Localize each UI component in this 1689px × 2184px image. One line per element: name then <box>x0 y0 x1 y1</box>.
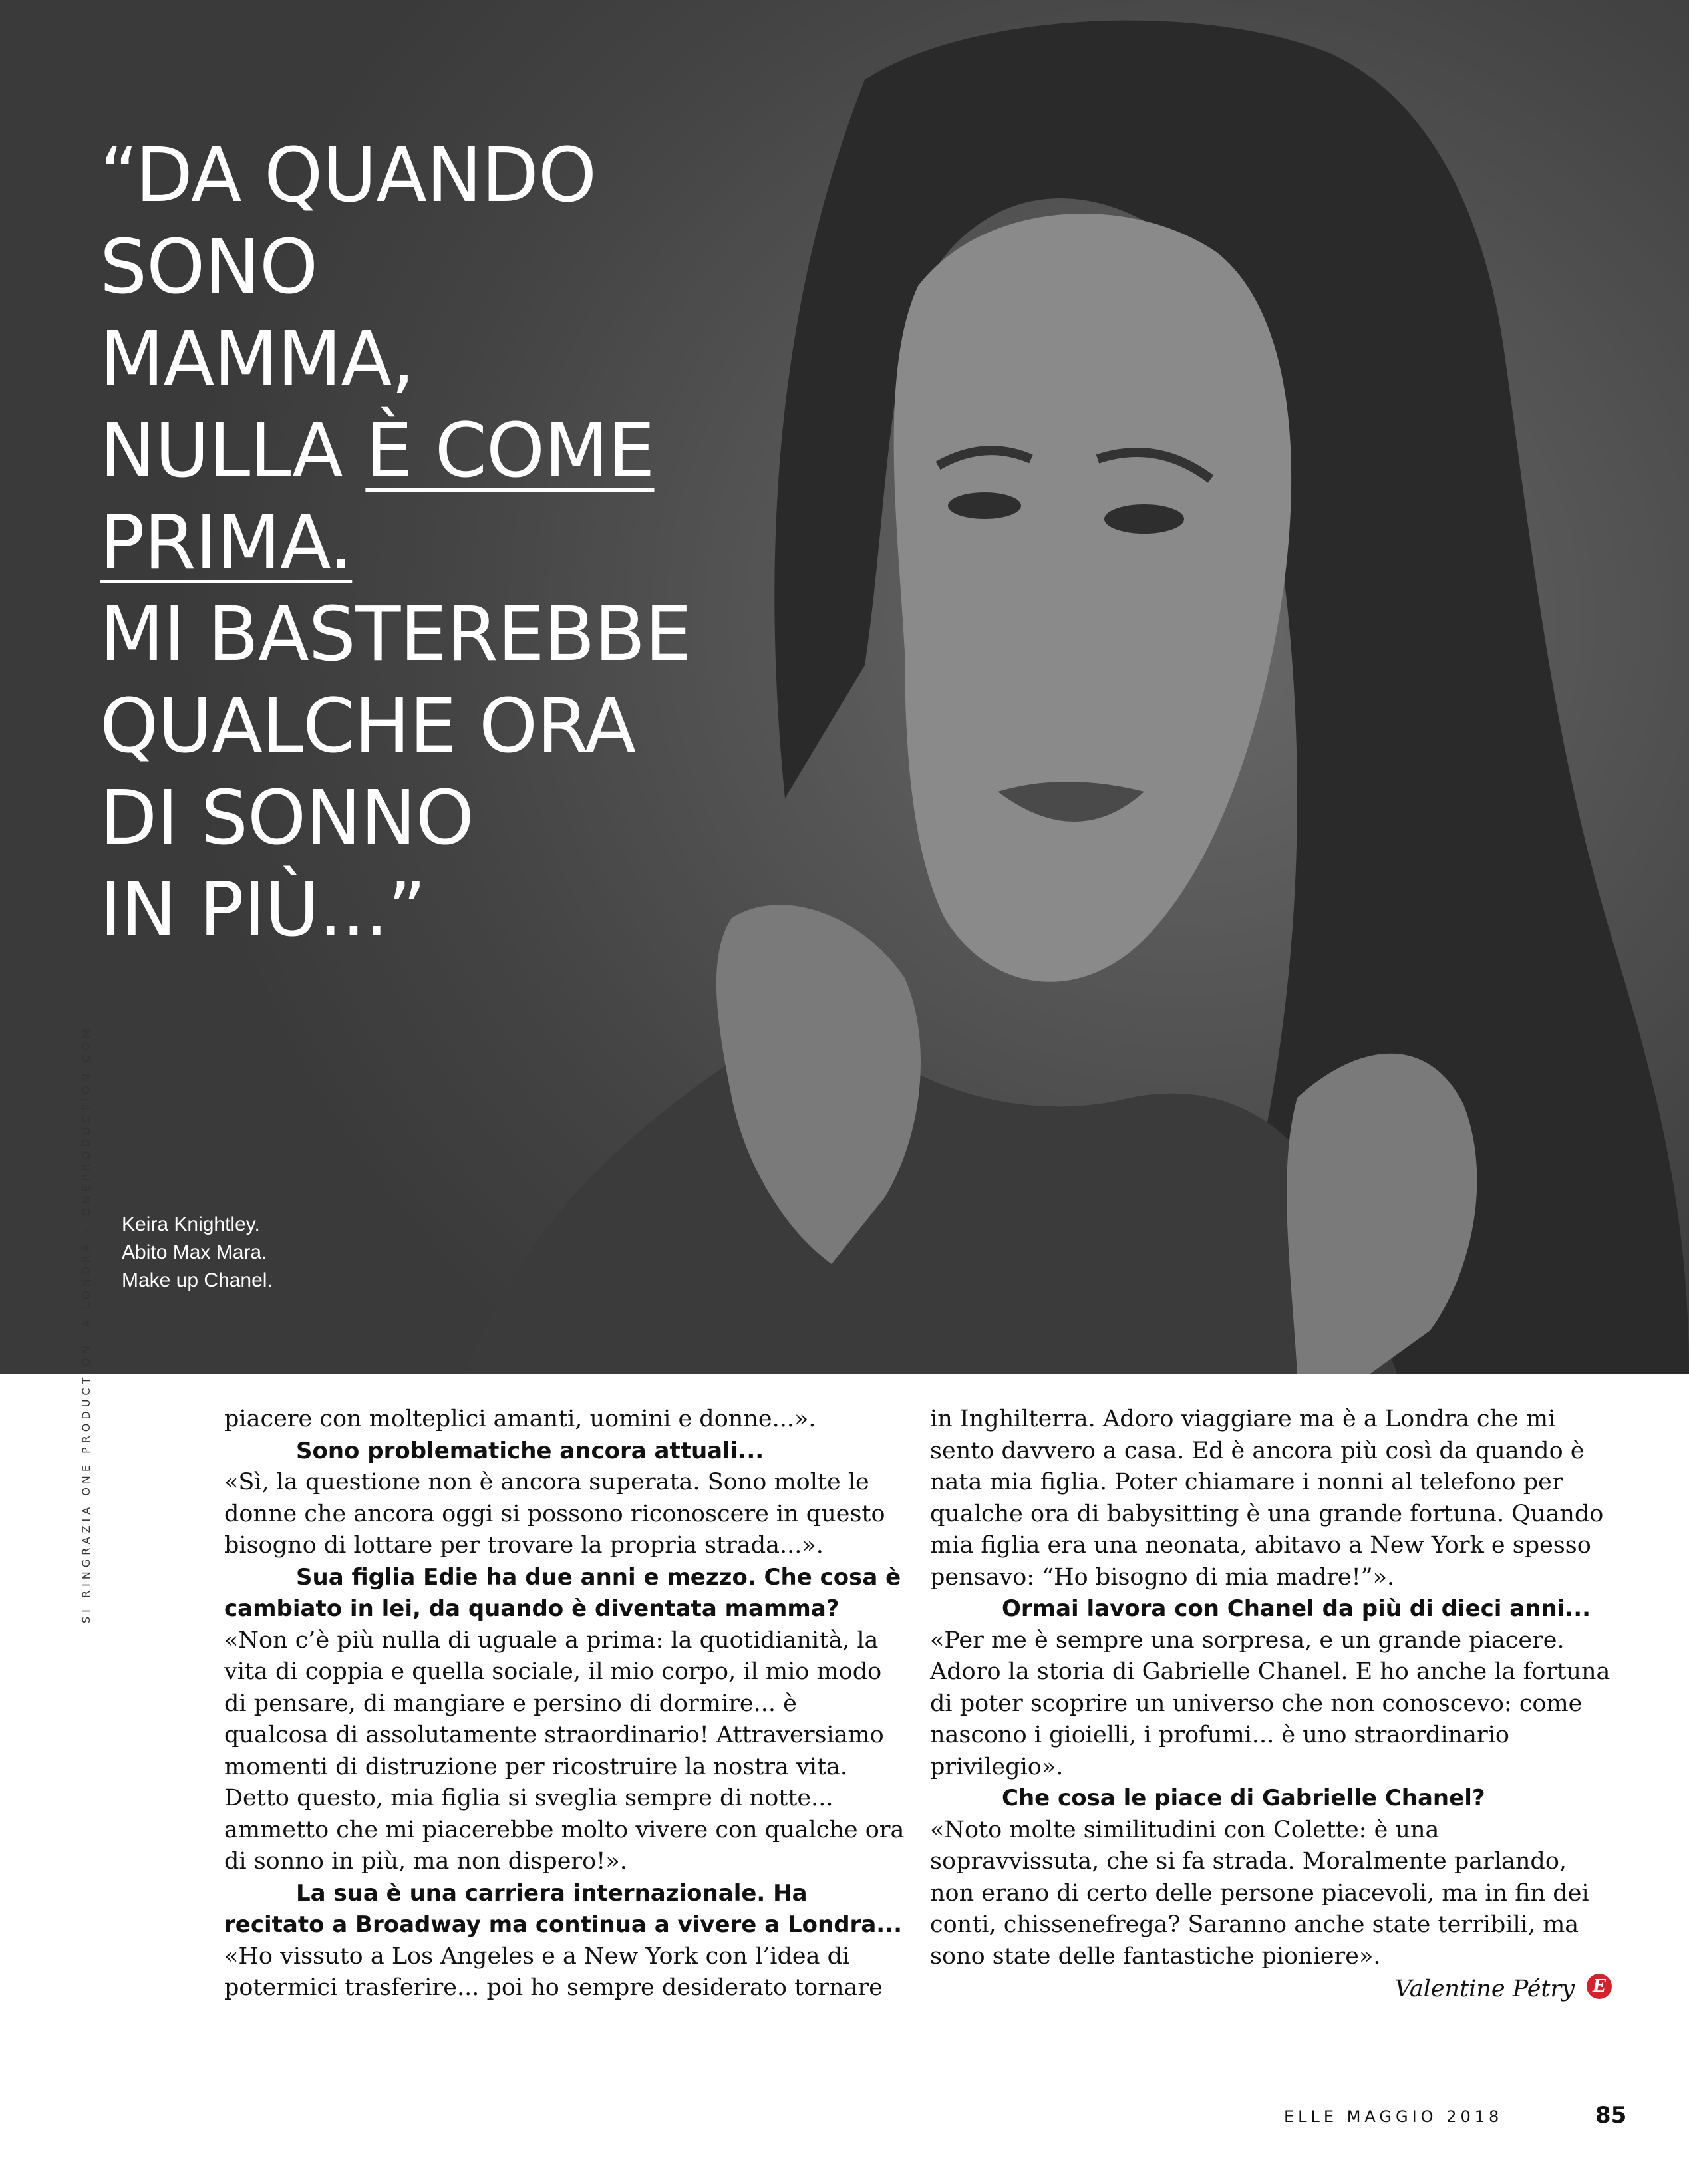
interview-question: Sua figlia Edie ha due anni e mezzo. Che cosa è cambiato in lei, da quando è diventata mamma? <box>224 1563 901 1622</box>
interview-answer: «Non c’è più nulla di uguale a prima: la quotidianità, la vita di coppia e quella sociale, il mio corpo, il mio modo di pensare, di mangiare e persino di dormire... è qualcosa di assolutamente straordinario! Attraversiamo momenti di distruzione per ricostruire la nostra vita. Detto questo, mia figlia si sveglia sempre di notte... ammetto che mi piacerebbe molto vivere con qualche ora di sonno in più, ma non dispero!». <box>224 1627 905 1875</box>
quote-line: SONO <box>100 224 318 311</box>
quote-line: PRIMA. <box>100 500 353 586</box>
quote-line <box>100 405 798 497</box>
paragraph: piacere con molteplici amanti, uomini e donne...». <box>224 1406 816 1432</box>
interview-question: Sono problematiche ancora attuali... <box>296 1437 764 1464</box>
photo-caption <box>122 1211 273 1295</box>
interview-answer: «Ho vissuto a Los Angeles e a New York con l’idea di potermici trasferire... poi ho sempre desiderato tornare <box>224 1943 883 2001</box>
author-name: Valentine Pétry <box>1394 1976 1575 2002</box>
caption-dress: Abito Max Mara. <box>122 1241 267 1263</box>
paragraph: in Inghilterra. Adoro viaggiare ma è a Londra che mi sento davvero a casa. Ed è ancora più così da quando è nata mia figlia. Poter chiamare i nonni al telefono per qualche ora di babysitting è una grande fortuna. Quando mia figlia era una neonata, abitavo a New York e spesso pensavo: “Ho bisogno di mia madre!”». <box>930 1406 1604 1591</box>
interview-answer: «Sì, la questione non è ancora superata. Sono molte le donne che ancora oggi si possono riconoscere in questo bisogno di lottare per trovare la propria strada...». <box>224 1469 885 1559</box>
caption-name: Keira Knightley. <box>122 1213 260 1235</box>
interview-question: Ormai lavora con Chanel da più di dieci anni... <box>1002 1595 1591 1622</box>
quote-line: IN PIÙ...” <box>100 867 426 953</box>
folio: ELLE MAGGIO 2018 <box>1284 2107 1503 2126</box>
article-column-right <box>930 1404 1612 2006</box>
quote-fragment: NULLA <box>100 408 366 494</box>
elle-end-mark-icon: E <box>1587 1974 1612 1999</box>
interview-answer: «Noto molte similitudini con Colette: è una sopravvissuta, che si fa strada. Moralmente parlando, non erano di certo delle persone piacevoli, ma in fin dei conti, chissenefrega? Saranno anche state terribili, ma sono state delle fantastiche pioniere». <box>930 1816 1589 1970</box>
article-column-left <box>224 1404 906 2004</box>
pull-quote <box>100 130 798 956</box>
quote-line: “DA QUANDO <box>100 132 596 219</box>
author-signature <box>930 1974 1612 2006</box>
quote-line: DI SONNO <box>100 775 474 861</box>
interview-question: La sua è una carriera internazionale. Ha recitato a Broadway ma continua a vivere a Londra... <box>224 1879 903 1938</box>
credit-text: SI RINGRAZIA ONE PRODUCTION, A LONDRA – ONEPRODUCTION.COM <box>80 1025 92 1623</box>
quote-underlined-fragment: È COME <box>365 408 655 494</box>
page-number: 85 <box>1595 2102 1627 2129</box>
quote-line: MI BASTEREBBE <box>100 591 692 678</box>
interview-answer: «Per me è sempre una sorpresa, e un grande piacere. Adoro la storia di Gabrielle Chanel. E ho anche la fortuna di poter scoprire un universo che non conoscevo: come nascono i gioielli, i profumi... è uno straordinario privilegio». <box>930 1627 1611 1780</box>
photo-credit <box>80 1025 100 1643</box>
interview-question: Che cosa le piace di Gabrielle Chanel? <box>1002 1785 1485 1811</box>
quote-line: QUALCHE ORA <box>100 683 635 770</box>
caption-makeup: Make up Chanel. <box>122 1269 273 1291</box>
quote-line: MAMMA, <box>100 316 414 402</box>
